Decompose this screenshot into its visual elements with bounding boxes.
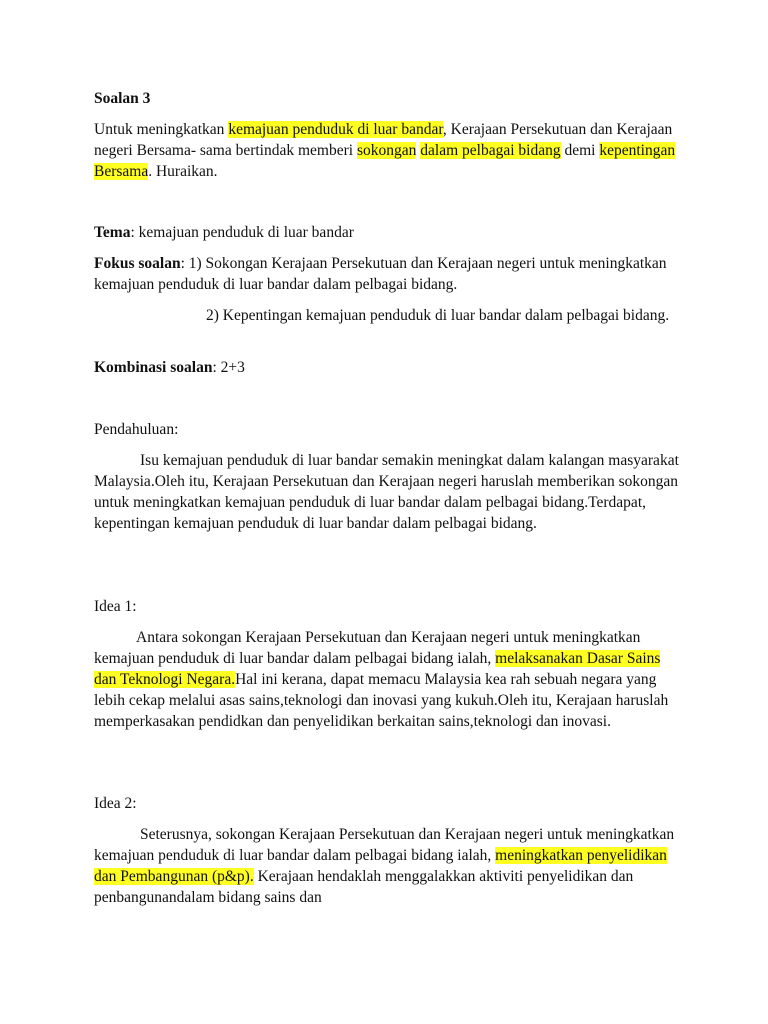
idea1-heading [94, 596, 684, 617]
fokus-label: Fokus soalan [94, 255, 181, 272]
pendahuluan-heading [94, 419, 684, 440]
pendahuluan-body-text: Isu kemajuan penduduk di luar bandar semakin meningkat dalam kalangan masyarakat Malaysia.Oleh itu, Kerajaan Persekutuan dan Kerajaan negeri haruslah memberikan sokongan untuk meningkatkan kemajuan penduduk di luar bandar dalam pelbagai bidang.Terdapat, kepentingan kemajuan penduduk di luar bandar dalam pelbagai bidang. [94, 452, 679, 532]
question-highlight-4: kepentingan Bersama [94, 142, 676, 180]
idea1-body [94, 627, 684, 732]
idea1-highlight: melaksanakan Dasar Sains dan Teknologi Negara. [94, 650, 661, 688]
idea2-body [94, 824, 684, 908]
idea1-heading-text: Idea 1: [94, 598, 137, 615]
tema-label: Tema [94, 224, 131, 241]
pendahuluan-body [94, 450, 684, 534]
idea2-heading [94, 793, 684, 814]
question-highlight-1: kemajuan penduduk di luar bandar [228, 121, 443, 138]
idea2-text-1: Seterusnya, sokongan Kerajaan Persekutuan dan Kerajaan negeri untuk meningkatkan kemajuan penduduk di luar bandar dalam pelbagai bidang ialah, [94, 826, 675, 864]
question-highlight-2: sokongan [356, 142, 417, 159]
fokus-item-2-paragraph [94, 305, 684, 326]
fokus-item-2: 2) Kepentingan kemajuan penduduk di luar bandar dalam pelbagai bidang. [206, 307, 670, 324]
title-text: Soalan 3 [94, 90, 151, 107]
kombinasi-label: Kombinasi soalan [94, 359, 213, 376]
question-paragraph [94, 119, 684, 182]
idea2-highlight: meningkatkan penyelidikan dan Pembangunan (p&p). [94, 847, 667, 885]
tema-line [94, 222, 684, 243]
idea2-heading-text: Idea 2: [94, 795, 137, 812]
idea2-text-2: Kerajaan hendaklah menggalakkan aktiviti penyelidikan dan penbangunandalam bidang sains dan [94, 868, 634, 906]
tema-text: : kemajuan penduduk di luar bandar [130, 224, 354, 241]
pendahuluan-heading-text: Pendahuluan: [94, 421, 179, 438]
idea1-text-2: Hal ini kerana, dapat memacu Malaysia kea rah sebuah negara yang lebih cekap melalui asas sains,teknologi dan inovasi yang kukuh.Oleh itu, Kerajaan haruslah memperkasakan pendidkan dan penyelidikan berkaitan sains,teknologi dan inovasi. [94, 671, 669, 730]
kombinasi-line [94, 357, 684, 378]
kombinasi-text: : 2+3 [212, 359, 245, 376]
idea1-text-1: Antara sokongan Kerajaan Persekutuan dan Kerajaan negeri untuk meningkatkan kemajuan penduduk di luar bandar dalam pelbagai bidang ialah, [94, 629, 641, 667]
fokus-line [94, 253, 684, 295]
question-highlight-3: dalam pelbagai bidang [420, 142, 561, 159]
question-text-5: . Huraikan. [148, 163, 218, 180]
question-text-4: demi [560, 142, 600, 159]
fokus-item-1: : 1) Sokongan Kerajaan Persekutuan dan Kerajaan negeri untuk meningkatkan kemajuan penduduk di luar bandar dalam pelbagai bidang. [94, 255, 667, 293]
page-title [94, 88, 684, 109]
question-text-1: Untuk meningkatkan [94, 121, 229, 138]
question-text-2: , Kerajaan Persekutuan dan Kerajaan negeri Bersama- sama bertindak memberi [94, 121, 673, 159]
